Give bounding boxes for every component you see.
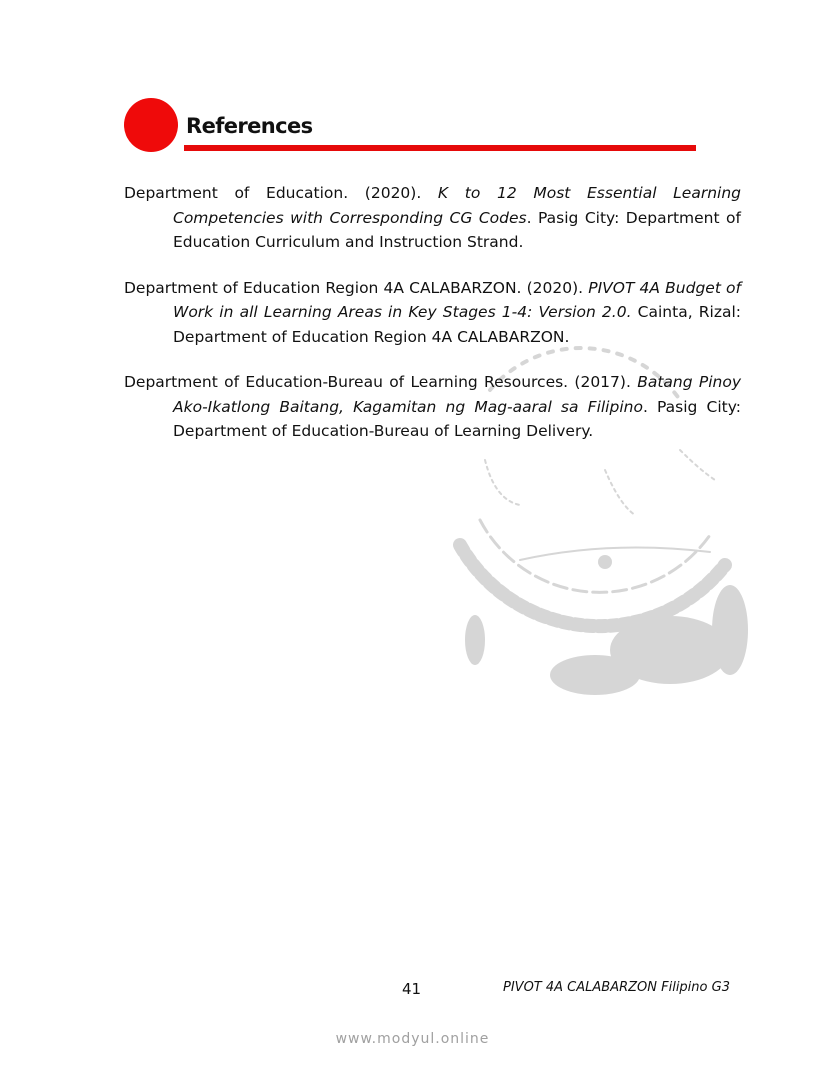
reference-publisher: Cainta, Rizal: Department of Education Region 4A CALABARZON. — [173, 303, 741, 346]
reference-entry — [124, 181, 741, 255]
reference-entry — [124, 276, 741, 350]
reference-citation: Department of Education-Bureau of Learning Resources. (2017). — [124, 373, 638, 391]
reference-citation: Department of Education. (2020). — [124, 184, 438, 202]
page-number: 41 — [402, 980, 422, 998]
section-heading: References — [186, 114, 313, 138]
reference-citation: Department of Education Region 4A CALABARZON. (2020). — [124, 278, 589, 297]
website-watermark: www.modyul.online — [335, 1031, 490, 1047]
reference-publisher: . Pasig City: Department of Education Curriculum and Instruction Strand. — [173, 208, 741, 251]
reference-title: Batang Pinoy Ako-Ikatlong Baitang, Kagamitan ng Mag-aaral sa Filipino — [173, 373, 741, 416]
reference-entry — [124, 370, 741, 444]
reference-title: PIVOT 4A Budget of Work in all Learning Areas in Key Stages 1-4: Version 2.0. — [173, 278, 741, 321]
heading-underline — [184, 145, 696, 151]
footer-publication-title: PIVOT 4A CALABARZON Filipino G3 — [503, 980, 730, 995]
red-circle-bullet — [124, 98, 178, 152]
reference-publisher: . Pasig City: Department of Education-Bureau of Learning Delivery. — [173, 397, 742, 440]
reference-list — [124, 181, 741, 465]
reference-title: K to 12 Most Essential Learning Competencies with Corresponding CG Codes — [173, 184, 741, 227]
